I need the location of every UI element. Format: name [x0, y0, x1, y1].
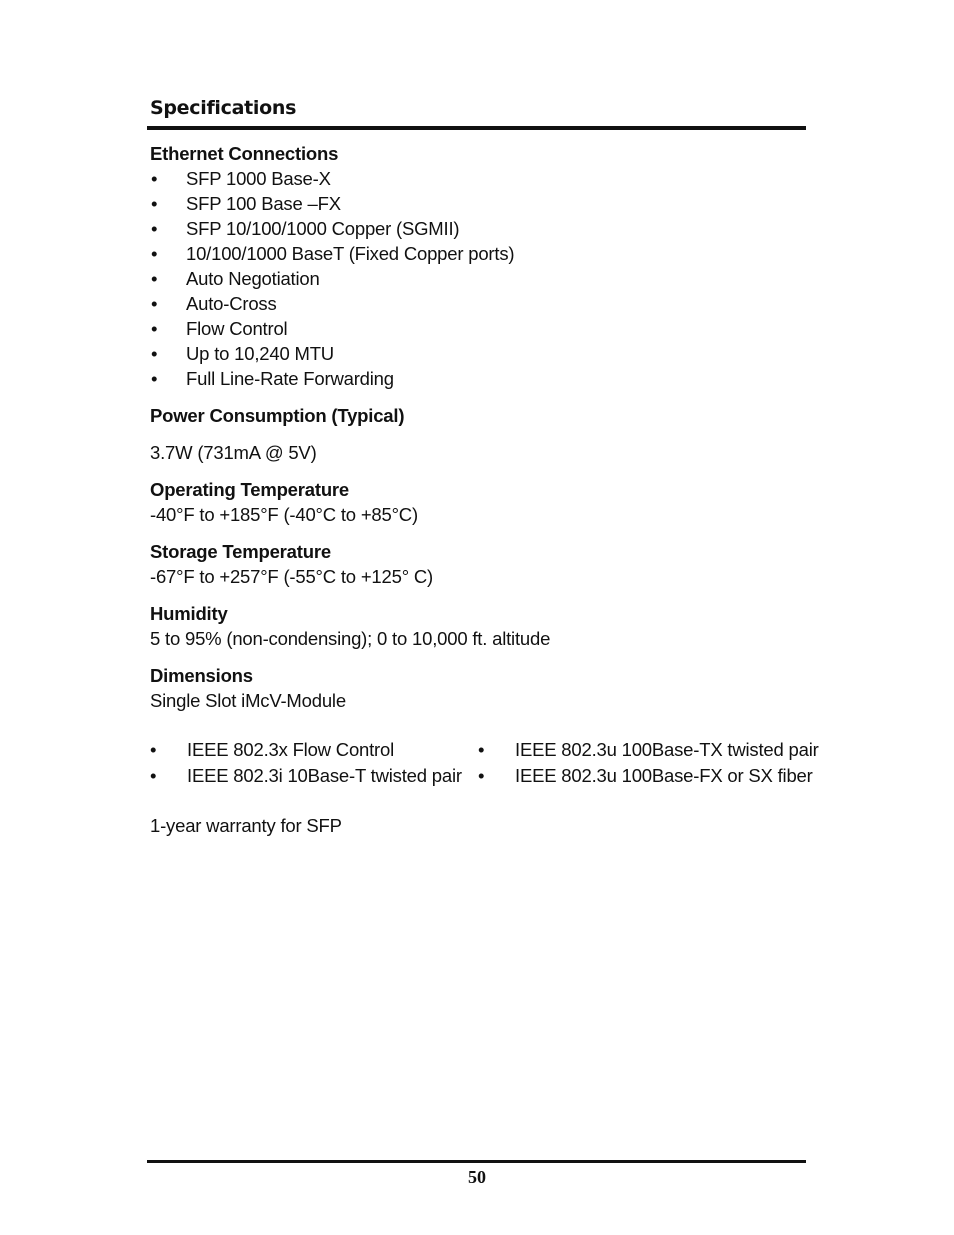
bullet-icon: • [150, 739, 157, 760]
list-item-text: Up to 10,240 MTU [186, 343, 334, 364]
list-item [150, 341, 810, 366]
bullet-icon: • [151, 193, 158, 214]
ethernet-connections-title: Ethernet Connections [150, 143, 339, 164]
ethernet-connections-list [150, 166, 810, 391]
bullet-icon: • [478, 739, 485, 760]
list-item [478, 737, 819, 762]
list-item-text: IEEE 802.3u 100Base-TX twisted pair [515, 739, 819, 760]
list-item [150, 291, 810, 316]
list-item [150, 241, 810, 266]
list-item-text: SFP 10/100/1000 Copper (SGMII) [186, 218, 460, 239]
bullet-icon: • [478, 765, 485, 786]
list-item-text: Full Line-Rate Forwarding [186, 368, 394, 389]
page-number: 50 [468, 1167, 486, 1187]
list-item [478, 763, 813, 788]
list-item [150, 266, 810, 291]
list-item-text: IEEE 802.3x Flow Control [187, 739, 395, 760]
humidity-value: 5 to 95% (non-condensing); 0 to 10,000 ft. altitude [150, 628, 551, 649]
humidity-title: Humidity [150, 603, 228, 624]
power-consumption-title: Power Consumption (Typical) [150, 405, 405, 426]
storage-temperature-title: Storage Temperature [150, 541, 331, 562]
list-item [150, 316, 810, 341]
bullet-icon: • [151, 243, 158, 264]
warranty-text: 1-year warranty for SFP [150, 815, 342, 836]
dimensions-value: Single Slot iMcV-Module [150, 690, 346, 711]
operating-temperature-value: -40°F to +185°F (-40°C to +85°C) [150, 504, 418, 525]
list-item [150, 763, 478, 788]
list-item [150, 366, 810, 391]
list-item [150, 737, 478, 762]
list-item [150, 166, 810, 191]
header-rule [147, 126, 806, 130]
bullet-icon: • [151, 318, 158, 339]
bullet-icon: • [151, 368, 158, 389]
bullet-icon: • [151, 168, 158, 189]
bullet-icon: • [151, 343, 158, 364]
storage-temperature-value: -67°F to +257°F (-55°C to +125° C) [150, 566, 433, 587]
bullet-icon: • [150, 765, 157, 786]
bullet-icon: • [151, 293, 158, 314]
bullet-icon: • [151, 218, 158, 239]
list-item-text: SFP 100 Base –FX [186, 193, 341, 214]
list-item [150, 216, 810, 241]
list-item [150, 191, 810, 216]
list-item-text: Flow Control [186, 318, 288, 339]
power-consumption-value: 3.7W (731mA @ 5V) [150, 442, 317, 463]
list-item-text: IEEE 802.3u 100Base-FX or SX fiber [515, 765, 813, 786]
list-item-text: Auto Negotiation [186, 268, 320, 289]
standards-list [150, 737, 819, 788]
list-item-text: SFP 1000 Base-X [186, 168, 331, 189]
operating-temperature-title: Operating Temperature [150, 479, 350, 500]
list-item-text: IEEE 802.3i 10Base-T twisted pair [187, 765, 462, 786]
list-item-text: 10/100/1000 BaseT (Fixed Copper ports) [186, 243, 515, 264]
dimensions-title: Dimensions [150, 665, 253, 686]
page-title: Specifications [150, 97, 297, 119]
footer-rule [147, 1160, 806, 1163]
list-item-text: Auto-Cross [186, 293, 277, 314]
specifications-content [150, 141, 819, 838]
bullet-icon: • [151, 268, 158, 289]
